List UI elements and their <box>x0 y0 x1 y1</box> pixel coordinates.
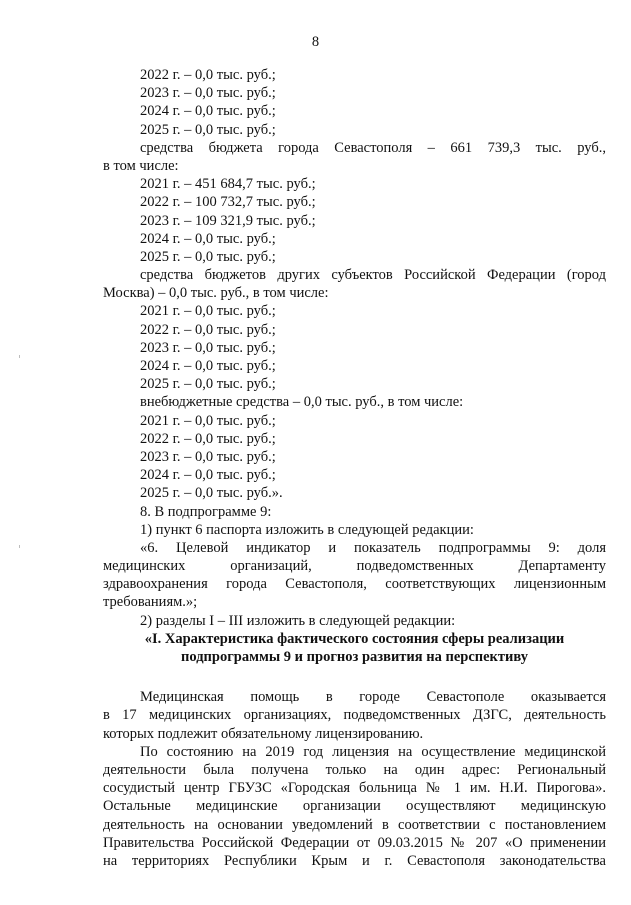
text-line: внебюджетные средства – 0,0 тыс. руб., в том числе: <box>140 394 464 411</box>
text-line: По состоянию на 2019 год лицензия на осуществление медицинской <box>140 743 606 760</box>
text-line: 2023 г. – 0,0 тыс. руб.; <box>140 85 276 102</box>
text-line: на территориях Республики Крым и г. Севастополя законодательства <box>103 852 606 869</box>
text-line: 2022 г. – 0,0 тыс. руб.; <box>140 321 276 338</box>
heading-line: подпрограммы 9 и прогноз развития на перспективу <box>181 649 528 665</box>
text-line: требованиям.»; <box>103 594 198 611</box>
text-line: 2023 г. – 0,0 тыс. руб.; <box>140 448 276 465</box>
text-line: медицинских организаций, подведомственных Департаменту <box>103 558 606 575</box>
text-line: 2025 г. – 0,0 тыс. руб.; <box>140 121 276 138</box>
text-line: 8. В подпрограмме 9: <box>140 503 272 520</box>
text-line: Москва) – 0,0 тыс. руб., в том числе: <box>103 285 329 302</box>
scan-mark <box>19 355 20 358</box>
text-line: 2022 г. – 100 732,7 тыс. руб.; <box>140 194 316 211</box>
text-line: 2023 г. – 109 321,9 тыс. руб.; <box>140 212 316 229</box>
text-line: 2021 г. – 0,0 тыс. руб.; <box>140 412 276 429</box>
heading-line: «I. Характеристика фактического состояния сферы реализации <box>144 630 565 647</box>
text-line: 2023 г. – 0,0 тыс. руб.; <box>140 339 276 356</box>
text-line: деятельности была получена только на один адрес: Региональный <box>103 761 606 778</box>
text-line: 2024 г. – 0,0 тыс. руб.; <box>140 467 276 484</box>
text-line: 2024 г. – 0,0 тыс. руб.; <box>140 358 276 374</box>
text-line: 2024 г. – 0,0 тыс. руб.; <box>140 230 276 247</box>
text-line: Медицинская помощь в городе Севастополе оказывается <box>140 689 606 706</box>
text-line: 2022 г. – 0,0 тыс. руб.; <box>140 67 276 83</box>
text-line: в том числе: <box>103 157 179 174</box>
text-line: в 17 медицинских организациях, подведомственных ДЗГС, деятельность <box>103 707 606 724</box>
text-line: 2025 г. – 0,0 тыс. руб.; <box>140 376 276 393</box>
text-line: 1) пункт 6 паспорта изложить в следующей редакции: <box>140 521 474 538</box>
text-line: средства бюджета города Севастополя – 661 739,3 тыс. руб., <box>140 139 606 156</box>
text-line: 2025 г. – 0,0 тыс. руб.; <box>140 248 276 265</box>
text-line: сосудистый центр ГБУЗС «Городская больница № 1 им. Н.И. Пирогова». <box>103 780 606 797</box>
text-line: Остальные медицинские организации осуществляют медицинскую <box>103 798 606 815</box>
text-line: 2) разделы I – III изложить в следующей редакции: <box>140 612 456 629</box>
text-line: 2021 г. – 451 684,7 тыс. руб.; <box>140 176 316 193</box>
text-line: здравоохранения города Севастополя, соответствующих лицензионным <box>103 576 606 593</box>
scan-mark <box>19 545 20 548</box>
text-line: Правительства Российской Федерации от 09.03.2015 № 207 «О применении <box>103 834 606 851</box>
text-line: которых подлежит обязательному лицензированию. <box>103 725 424 742</box>
text-line: деятельность на основании уведомлений в соответствии с постановлением <box>103 816 606 833</box>
text-line: средства бюджетов других субъектов Российской Федерации (город <box>140 267 606 284</box>
text-line: 2024 г. – 0,0 тыс. руб.; <box>140 103 276 120</box>
text-line: 2021 г. – 0,0 тыс. руб.; <box>140 303 276 320</box>
text-block-section <box>103 688 606 870</box>
text-block-funding <box>103 66 606 630</box>
page-number: 8 <box>311 34 320 50</box>
section-heading <box>103 630 606 666</box>
text-line: 2025 г. – 0,0 тыс. руб.». <box>140 485 283 502</box>
text-line: «6. Целевой индикатор и показатель подпрограммы 9: доля <box>140 539 606 556</box>
spacer <box>103 666 606 688</box>
text-line: 2022 г. – 0,0 тыс. руб.; <box>140 430 276 447</box>
document-body <box>103 66 606 870</box>
